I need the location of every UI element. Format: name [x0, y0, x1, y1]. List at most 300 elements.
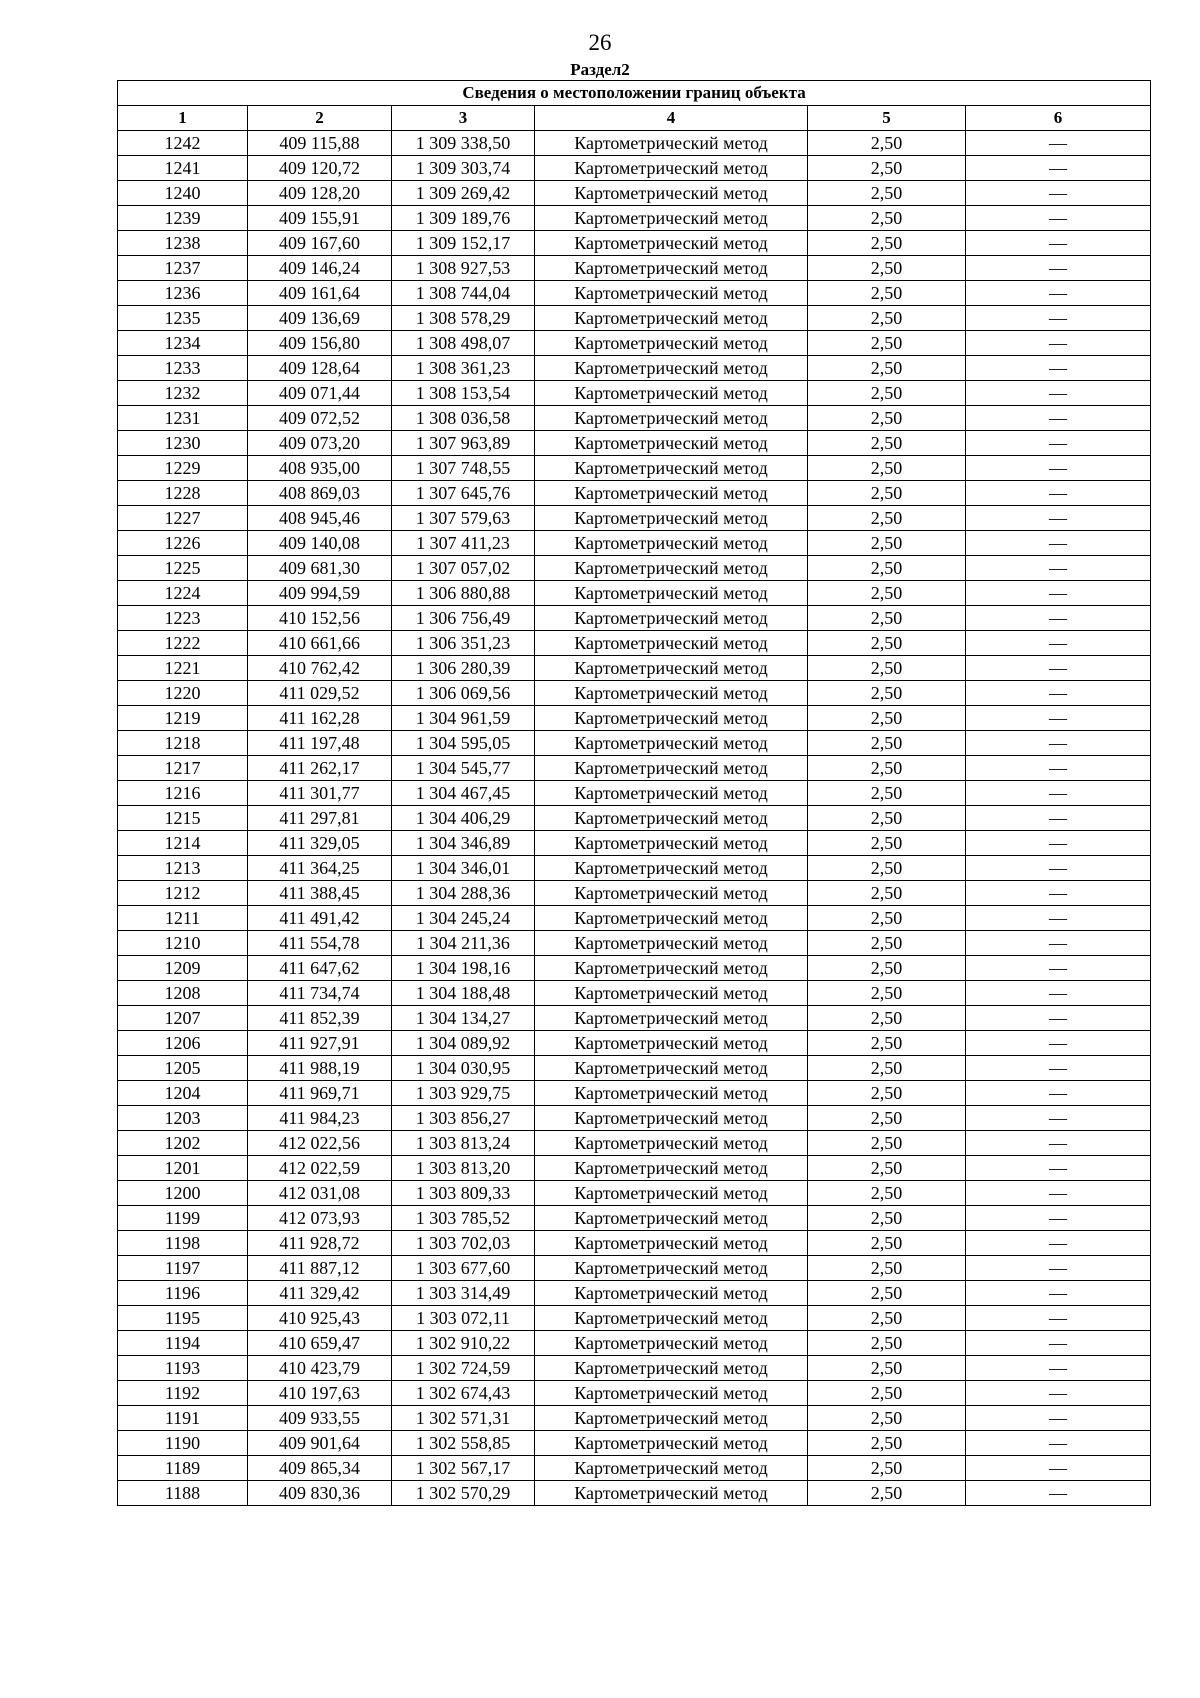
- table-row: [118, 1306, 1151, 1331]
- table-row: [118, 131, 1151, 156]
- table-row: [118, 381, 1151, 406]
- y-coordinate-cell: 1 304 211,36: [392, 931, 535, 956]
- y-coordinate-cell: 1 304 245,24: [392, 906, 535, 931]
- column-header: 3: [392, 106, 535, 131]
- point-number-cell: 1217: [118, 756, 248, 781]
- table-row: [118, 831, 1151, 856]
- method-cell: Картометрический метод: [535, 306, 808, 331]
- method-cell: Картометрический метод: [535, 1106, 808, 1131]
- note-cell: —: [966, 381, 1151, 406]
- note-cell: —: [966, 1156, 1151, 1181]
- point-number-cell: 1233: [118, 356, 248, 381]
- point-number-cell: 1198: [118, 1231, 248, 1256]
- y-coordinate-cell: 1 304 346,01: [392, 856, 535, 881]
- table-row: [118, 306, 1151, 331]
- accuracy-cell: 2,50: [808, 1306, 966, 1331]
- column-header: 6: [966, 106, 1151, 131]
- method-cell: Картометрический метод: [535, 1306, 808, 1331]
- note-cell: —: [966, 831, 1151, 856]
- note-cell: —: [966, 231, 1151, 256]
- table-row: [118, 956, 1151, 981]
- accuracy-cell: 2,50: [808, 381, 966, 406]
- accuracy-cell: 2,50: [808, 431, 966, 456]
- method-cell: Картометрический метод: [535, 281, 808, 306]
- method-cell: Картометрический метод: [535, 1356, 808, 1381]
- method-cell: Картометрический метод: [535, 1006, 808, 1031]
- y-coordinate-cell: 1 307 748,55: [392, 456, 535, 481]
- accuracy-cell: 2,50: [808, 1156, 966, 1181]
- x-coordinate-cell: 411 388,45: [248, 881, 392, 906]
- point-number-cell: 1218: [118, 731, 248, 756]
- point-number-cell: 1240: [118, 181, 248, 206]
- point-number-cell: 1212: [118, 881, 248, 906]
- table-row: [118, 1356, 1151, 1381]
- x-coordinate-cell: 408 945,46: [248, 506, 392, 531]
- y-coordinate-cell: 1 306 069,56: [392, 681, 535, 706]
- x-coordinate-cell: 409 681,30: [248, 556, 392, 581]
- point-number-cell: 1190: [118, 1431, 248, 1456]
- accuracy-cell: 2,50: [808, 906, 966, 931]
- point-number-cell: 1189: [118, 1456, 248, 1481]
- x-coordinate-cell: 411 162,28: [248, 706, 392, 731]
- note-cell: —: [966, 1256, 1151, 1281]
- table-row: [118, 1431, 1151, 1456]
- method-cell: Картометрический метод: [535, 856, 808, 881]
- accuracy-cell: 2,50: [808, 481, 966, 506]
- table-row: [118, 1281, 1151, 1306]
- y-coordinate-cell: 1 308 498,07: [392, 331, 535, 356]
- method-cell: Картометрический метод: [535, 756, 808, 781]
- table-row: [118, 656, 1151, 681]
- x-coordinate-cell: 409 146,24: [248, 256, 392, 281]
- point-number-cell: 1224: [118, 581, 248, 606]
- note-cell: —: [966, 1181, 1151, 1206]
- accuracy-cell: 2,50: [808, 931, 966, 956]
- method-cell: Картометрический метод: [535, 131, 808, 156]
- x-coordinate-cell: 410 762,42: [248, 656, 392, 681]
- x-coordinate-cell: 409 071,44: [248, 381, 392, 406]
- table-caption: Сведения о местоположении границ объекта: [118, 81, 1151, 106]
- note-cell: —: [966, 531, 1151, 556]
- note-cell: —: [966, 731, 1151, 756]
- x-coordinate-cell: 411 297,81: [248, 806, 392, 831]
- y-coordinate-cell: 1 309 189,76: [392, 206, 535, 231]
- accuracy-cell: 2,50: [808, 581, 966, 606]
- table-row: [118, 1406, 1151, 1431]
- method-cell: Картометрический метод: [535, 1406, 808, 1431]
- x-coordinate-cell: 411 364,25: [248, 856, 392, 881]
- point-number-cell: 1203: [118, 1106, 248, 1131]
- note-cell: —: [966, 356, 1151, 381]
- table-row: [118, 1056, 1151, 1081]
- note-cell: —: [966, 156, 1151, 181]
- point-number-cell: 1191: [118, 1406, 248, 1431]
- accuracy-cell: 2,50: [808, 1106, 966, 1131]
- note-cell: —: [966, 1456, 1151, 1481]
- y-coordinate-cell: 1 304 089,92: [392, 1031, 535, 1056]
- x-coordinate-cell: 409 933,55: [248, 1406, 392, 1431]
- accuracy-cell: 2,50: [808, 1006, 966, 1031]
- method-cell: Картометрический метод: [535, 606, 808, 631]
- table-row: [118, 1456, 1151, 1481]
- method-cell: Картометрический метод: [535, 1131, 808, 1156]
- y-coordinate-cell: 1 304 288,36: [392, 881, 535, 906]
- x-coordinate-cell: 408 869,03: [248, 481, 392, 506]
- y-coordinate-cell: 1 306 756,49: [392, 606, 535, 631]
- method-cell: Картометрический метод: [535, 731, 808, 756]
- point-number-cell: 1223: [118, 606, 248, 631]
- point-number-cell: 1241: [118, 156, 248, 181]
- point-number-cell: 1216: [118, 781, 248, 806]
- y-coordinate-cell: 1 306 280,39: [392, 656, 535, 681]
- column-header: 4: [535, 106, 808, 131]
- accuracy-cell: 2,50: [808, 1481, 966, 1506]
- table-row: [118, 531, 1151, 556]
- y-coordinate-cell: 1 308 578,29: [392, 306, 535, 331]
- note-cell: —: [966, 1306, 1151, 1331]
- accuracy-cell: 2,50: [808, 606, 966, 631]
- table-row: [118, 1106, 1151, 1131]
- table-row: [118, 706, 1151, 731]
- table-row: [118, 206, 1151, 231]
- table-row: [118, 156, 1151, 181]
- accuracy-cell: 2,50: [808, 131, 966, 156]
- point-number-cell: 1192: [118, 1381, 248, 1406]
- accuracy-cell: 2,50: [808, 1331, 966, 1356]
- accuracy-cell: 2,50: [808, 231, 966, 256]
- y-coordinate-cell: 1 307 579,63: [392, 506, 535, 531]
- accuracy-cell: 2,50: [808, 831, 966, 856]
- x-coordinate-cell: 409 128,20: [248, 181, 392, 206]
- point-number-cell: 1200: [118, 1181, 248, 1206]
- point-number-cell: 1205: [118, 1056, 248, 1081]
- y-coordinate-cell: 1 302 674,43: [392, 1381, 535, 1406]
- boundary-coordinates-table: [117, 80, 1151, 1506]
- accuracy-cell: 2,50: [808, 1356, 966, 1381]
- x-coordinate-cell: 411 988,19: [248, 1056, 392, 1081]
- x-coordinate-cell: 412 022,56: [248, 1131, 392, 1156]
- y-coordinate-cell: 1 309 303,74: [392, 156, 535, 181]
- point-number-cell: 1207: [118, 1006, 248, 1031]
- point-number-cell: 1197: [118, 1256, 248, 1281]
- table-row: [118, 856, 1151, 881]
- table-row: [118, 781, 1151, 806]
- note-cell: —: [966, 281, 1151, 306]
- point-number-cell: 1195: [118, 1306, 248, 1331]
- method-cell: Картометрический метод: [535, 1256, 808, 1281]
- point-number-cell: 1194: [118, 1331, 248, 1356]
- table-row: [118, 1256, 1151, 1281]
- method-cell: Картометрический метод: [535, 706, 808, 731]
- table-row: [118, 1381, 1151, 1406]
- method-cell: Картометрический метод: [535, 1456, 808, 1481]
- point-number-cell: 1196: [118, 1281, 248, 1306]
- note-cell: —: [966, 506, 1151, 531]
- accuracy-cell: 2,50: [808, 981, 966, 1006]
- point-number-cell: 1235: [118, 306, 248, 331]
- y-coordinate-cell: 1 304 030,95: [392, 1056, 535, 1081]
- method-cell: Картометрический метод: [535, 531, 808, 556]
- x-coordinate-cell: 411 301,77: [248, 781, 392, 806]
- method-cell: Картометрический метод: [535, 506, 808, 531]
- method-cell: Картометрический метод: [535, 231, 808, 256]
- note-cell: —: [966, 806, 1151, 831]
- note-cell: —: [966, 681, 1151, 706]
- table-row: [118, 1081, 1151, 1106]
- method-cell: Картометрический метод: [535, 181, 808, 206]
- note-cell: —: [966, 1056, 1151, 1081]
- x-coordinate-cell: 411 927,91: [248, 1031, 392, 1056]
- y-coordinate-cell: 1 304 346,89: [392, 831, 535, 856]
- y-coordinate-cell: 1 304 134,27: [392, 1006, 535, 1031]
- method-cell: Картометрический метод: [535, 331, 808, 356]
- table-row: [118, 681, 1151, 706]
- point-number-cell: 1210: [118, 931, 248, 956]
- y-coordinate-cell: 1 304 198,16: [392, 956, 535, 981]
- table-row: [118, 1231, 1151, 1256]
- note-cell: —: [966, 206, 1151, 231]
- table-row: [118, 1206, 1151, 1231]
- accuracy-cell: 2,50: [808, 181, 966, 206]
- method-cell: Картометрический метод: [535, 1281, 808, 1306]
- table-row: [118, 806, 1151, 831]
- accuracy-cell: 2,50: [808, 706, 966, 731]
- accuracy-cell: 2,50: [808, 956, 966, 981]
- x-coordinate-cell: 411 852,39: [248, 1006, 392, 1031]
- note-cell: —: [966, 556, 1151, 581]
- method-cell: Картометрический метод: [535, 156, 808, 181]
- table-row: [118, 231, 1151, 256]
- method-cell: Картометрический метод: [535, 1206, 808, 1231]
- method-cell: Картометрический метод: [535, 831, 808, 856]
- x-coordinate-cell: 411 329,05: [248, 831, 392, 856]
- note-cell: —: [966, 856, 1151, 881]
- table-row: [118, 756, 1151, 781]
- note-cell: —: [966, 781, 1151, 806]
- note-cell: —: [966, 1431, 1151, 1456]
- x-coordinate-cell: 411 197,48: [248, 731, 392, 756]
- y-coordinate-cell: 1 303 677,60: [392, 1256, 535, 1281]
- method-cell: Картометрический метод: [535, 956, 808, 981]
- table-row: [118, 281, 1151, 306]
- note-cell: —: [966, 706, 1151, 731]
- accuracy-cell: 2,50: [808, 756, 966, 781]
- x-coordinate-cell: 410 423,79: [248, 1356, 392, 1381]
- note-cell: —: [966, 1006, 1151, 1031]
- y-coordinate-cell: 1 306 880,88: [392, 581, 535, 606]
- note-cell: —: [966, 406, 1151, 431]
- y-coordinate-cell: 1 304 467,45: [392, 781, 535, 806]
- table-row: [118, 456, 1151, 481]
- table-row: [118, 881, 1151, 906]
- x-coordinate-cell: 409 830,36: [248, 1481, 392, 1506]
- accuracy-cell: 2,50: [808, 556, 966, 581]
- method-cell: Картометрический метод: [535, 806, 808, 831]
- method-cell: Картометрический метод: [535, 381, 808, 406]
- point-number-cell: 1214: [118, 831, 248, 856]
- y-coordinate-cell: 1 309 269,42: [392, 181, 535, 206]
- note-cell: —: [966, 1281, 1151, 1306]
- note-cell: —: [966, 1356, 1151, 1381]
- point-number-cell: 1222: [118, 631, 248, 656]
- accuracy-cell: 2,50: [808, 1406, 966, 1431]
- note-cell: —: [966, 1481, 1151, 1506]
- note-cell: —: [966, 631, 1151, 656]
- y-coordinate-cell: 1 303 702,03: [392, 1231, 535, 1256]
- x-coordinate-cell: 411 491,42: [248, 906, 392, 931]
- point-number-cell: 1220: [118, 681, 248, 706]
- method-cell: Картометрический метод: [535, 406, 808, 431]
- accuracy-cell: 2,50: [808, 1131, 966, 1156]
- table-row: [118, 906, 1151, 931]
- y-coordinate-cell: 1 304 406,29: [392, 806, 535, 831]
- note-cell: —: [966, 1381, 1151, 1406]
- method-cell: Картометрический метод: [535, 681, 808, 706]
- point-number-cell: 1202: [118, 1131, 248, 1156]
- y-coordinate-cell: 1 308 744,04: [392, 281, 535, 306]
- method-cell: Картометрический метод: [535, 1381, 808, 1406]
- note-cell: —: [966, 456, 1151, 481]
- point-number-cell: 1242: [118, 131, 248, 156]
- method-cell: Картометрический метод: [535, 1181, 808, 1206]
- note-cell: —: [966, 1231, 1151, 1256]
- x-coordinate-cell: 411 969,71: [248, 1081, 392, 1106]
- table-row: [118, 556, 1151, 581]
- x-coordinate-cell: 409 161,64: [248, 281, 392, 306]
- table-row: [118, 1481, 1151, 1506]
- method-cell: Картометрический метод: [535, 456, 808, 481]
- x-coordinate-cell: 409 156,80: [248, 331, 392, 356]
- accuracy-cell: 2,50: [808, 1256, 966, 1281]
- accuracy-cell: 2,50: [808, 1056, 966, 1081]
- y-coordinate-cell: 1 303 809,33: [392, 1181, 535, 1206]
- table-row: [118, 506, 1151, 531]
- accuracy-cell: 2,50: [808, 1281, 966, 1306]
- column-header: 5: [808, 106, 966, 131]
- point-number-cell: 1208: [118, 981, 248, 1006]
- x-coordinate-cell: 412 022,59: [248, 1156, 392, 1181]
- x-coordinate-cell: 409 072,52: [248, 406, 392, 431]
- table-row: [118, 1031, 1151, 1056]
- x-coordinate-cell: 409 115,88: [248, 131, 392, 156]
- note-cell: —: [966, 1331, 1151, 1356]
- table-row: [118, 931, 1151, 956]
- accuracy-cell: 2,50: [808, 731, 966, 756]
- x-coordinate-cell: 412 031,08: [248, 1181, 392, 1206]
- accuracy-cell: 2,50: [808, 781, 966, 806]
- x-coordinate-cell: 409 136,69: [248, 306, 392, 331]
- method-cell: Картометрический метод: [535, 981, 808, 1006]
- accuracy-cell: 2,50: [808, 1031, 966, 1056]
- x-coordinate-cell: 411 734,74: [248, 981, 392, 1006]
- table-row: [118, 1006, 1151, 1031]
- method-cell: Картометрический метод: [535, 781, 808, 806]
- y-coordinate-cell: 1 304 961,59: [392, 706, 535, 731]
- x-coordinate-cell: 410 152,56: [248, 606, 392, 631]
- y-coordinate-cell: 1 302 910,22: [392, 1331, 535, 1356]
- note-cell: —: [966, 331, 1151, 356]
- accuracy-cell: 2,50: [808, 506, 966, 531]
- x-coordinate-cell: 411 928,72: [248, 1231, 392, 1256]
- method-cell: Картометрический метод: [535, 1056, 808, 1081]
- note-cell: —: [966, 181, 1151, 206]
- x-coordinate-cell: 409 073,20: [248, 431, 392, 456]
- point-number-cell: 1226: [118, 531, 248, 556]
- table-row: [118, 1331, 1151, 1356]
- accuracy-cell: 2,50: [808, 881, 966, 906]
- method-cell: Картометрический метод: [535, 256, 808, 281]
- note-cell: —: [966, 1031, 1151, 1056]
- y-coordinate-cell: 1 307 963,89: [392, 431, 535, 456]
- y-coordinate-cell: 1 302 567,17: [392, 1456, 535, 1481]
- point-number-cell: 1201: [118, 1156, 248, 1181]
- x-coordinate-cell: 411 984,23: [248, 1106, 392, 1131]
- x-coordinate-cell: 409 167,60: [248, 231, 392, 256]
- accuracy-cell: 2,50: [808, 156, 966, 181]
- y-coordinate-cell: 1 303 813,24: [392, 1131, 535, 1156]
- x-coordinate-cell: 411 887,12: [248, 1256, 392, 1281]
- method-cell: Картометрический метод: [535, 1081, 808, 1106]
- y-coordinate-cell: 1 303 813,20: [392, 1156, 535, 1181]
- accuracy-cell: 2,50: [808, 1431, 966, 1456]
- method-cell: Картометрический метод: [535, 206, 808, 231]
- method-cell: Картометрический метод: [535, 906, 808, 931]
- note-cell: —: [966, 256, 1151, 281]
- table-row: [118, 606, 1151, 631]
- note-cell: —: [966, 931, 1151, 956]
- y-coordinate-cell: 1 304 595,05: [392, 731, 535, 756]
- column-header: 2: [248, 106, 392, 131]
- note-cell: —: [966, 1131, 1151, 1156]
- x-coordinate-cell: 411 647,62: [248, 956, 392, 981]
- method-cell: Картометрический метод: [535, 1481, 808, 1506]
- table-row: [118, 981, 1151, 1006]
- x-coordinate-cell: 408 935,00: [248, 456, 392, 481]
- y-coordinate-cell: 1 304 188,48: [392, 981, 535, 1006]
- point-number-cell: 1237: [118, 256, 248, 281]
- y-coordinate-cell: 1 308 036,58: [392, 406, 535, 431]
- method-cell: Картометрический метод: [535, 931, 808, 956]
- method-cell: Картометрический метод: [535, 556, 808, 581]
- note-cell: —: [966, 881, 1151, 906]
- note-cell: —: [966, 1106, 1151, 1131]
- method-cell: Картометрический метод: [535, 656, 808, 681]
- table-header-row: [118, 106, 1151, 131]
- y-coordinate-cell: 1 303 785,52: [392, 1206, 535, 1231]
- point-number-cell: 1236: [118, 281, 248, 306]
- x-coordinate-cell: 411 029,52: [248, 681, 392, 706]
- point-number-cell: 1193: [118, 1356, 248, 1381]
- point-number-cell: 1234: [118, 331, 248, 356]
- accuracy-cell: 2,50: [808, 206, 966, 231]
- accuracy-cell: 2,50: [808, 1231, 966, 1256]
- y-coordinate-cell: 1 307 057,02: [392, 556, 535, 581]
- note-cell: —: [966, 581, 1151, 606]
- point-number-cell: 1227: [118, 506, 248, 531]
- accuracy-cell: 2,50: [808, 1456, 966, 1481]
- point-number-cell: 1225: [118, 556, 248, 581]
- point-number-cell: 1215: [118, 806, 248, 831]
- x-coordinate-cell: 410 197,63: [248, 1381, 392, 1406]
- point-number-cell: 1188: [118, 1481, 248, 1506]
- note-cell: —: [966, 981, 1151, 1006]
- accuracy-cell: 2,50: [808, 1206, 966, 1231]
- y-coordinate-cell: 1 309 152,17: [392, 231, 535, 256]
- x-coordinate-cell: 409 901,64: [248, 1431, 392, 1456]
- method-cell: Картометрический метод: [535, 481, 808, 506]
- point-number-cell: 1228: [118, 481, 248, 506]
- table-row: [118, 731, 1151, 756]
